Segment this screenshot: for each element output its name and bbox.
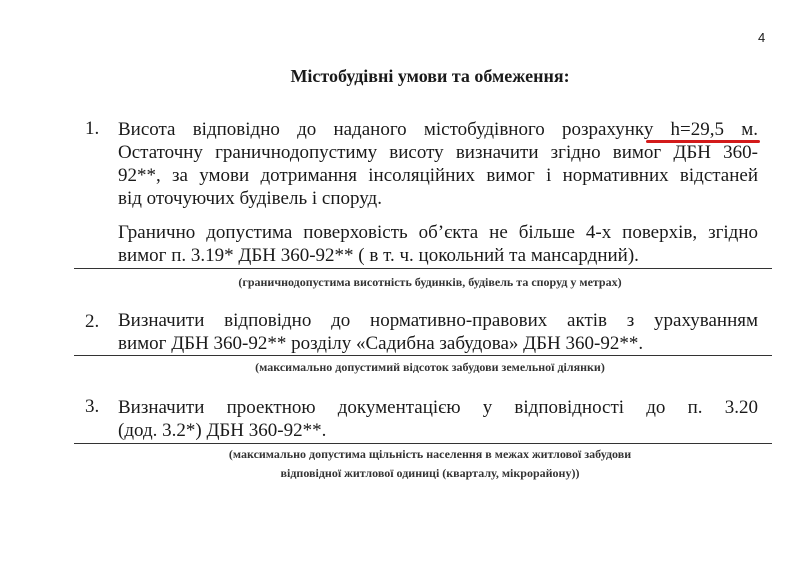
item-1-line-4: від оточуючих будівель і споруд. (118, 188, 382, 209)
page-number: 4 (758, 30, 766, 45)
item-1-number: 1. (85, 118, 100, 139)
item-1-line-3: 92**, за умови дотримання інсоляційних вимог і нормативних відстаней (118, 165, 758, 186)
item-3-caption-line-2: відповідної житлової одиниці (кварталу, мікрорайону)) (280, 466, 580, 480)
item-3-line-2: (дод. 3.2*) ДБН 360-92**. (118, 420, 327, 441)
item-3-line-1: Визначити проектною документацією у відповідності до п. 3.20 (118, 397, 758, 418)
item-1-extra-line-2: вимог п. 3.19* ДБН 360-92** ( в т. ч. цокольний та мансардний). (118, 245, 639, 266)
item-3-number: 3. (85, 396, 100, 417)
page-title: Містобудівні умови та обмеження: (290, 66, 570, 86)
item-3-caption-line-1: (максимально допустима щільність населення в межах житлової забудови (228, 447, 632, 461)
item-2-number: 2. (85, 311, 100, 332)
divider (74, 268, 772, 269)
item-2-line-2: вимог ДБН 360-92** розділу «Садибна забудова» ДБН 360-92**. (118, 333, 644, 354)
item-1-line-1: Висота відповідно до наданого містобудівного розрахунку h=29,5 м. (118, 119, 758, 140)
item-1-line-2: Остаточну граничнодопустиму висоту визначити згідно вимог ДБН 360- (118, 142, 758, 163)
divider (74, 355, 772, 356)
item-1-caption: (граничнодопустима висотність будинків, будівель та споруд у метрах) (238, 275, 622, 289)
divider (74, 443, 772, 444)
item-1-extra-line-1: Гранично допустима поверховість об’єкта не більше 4-х поверхів, згідно (118, 222, 758, 243)
item-2-caption: (максимально допустимий відсоток забудови земельної ділянки) (255, 360, 605, 374)
item-2-line-1: Визначити відповідно до нормативно-правових актів з урахуванням (118, 310, 758, 331)
